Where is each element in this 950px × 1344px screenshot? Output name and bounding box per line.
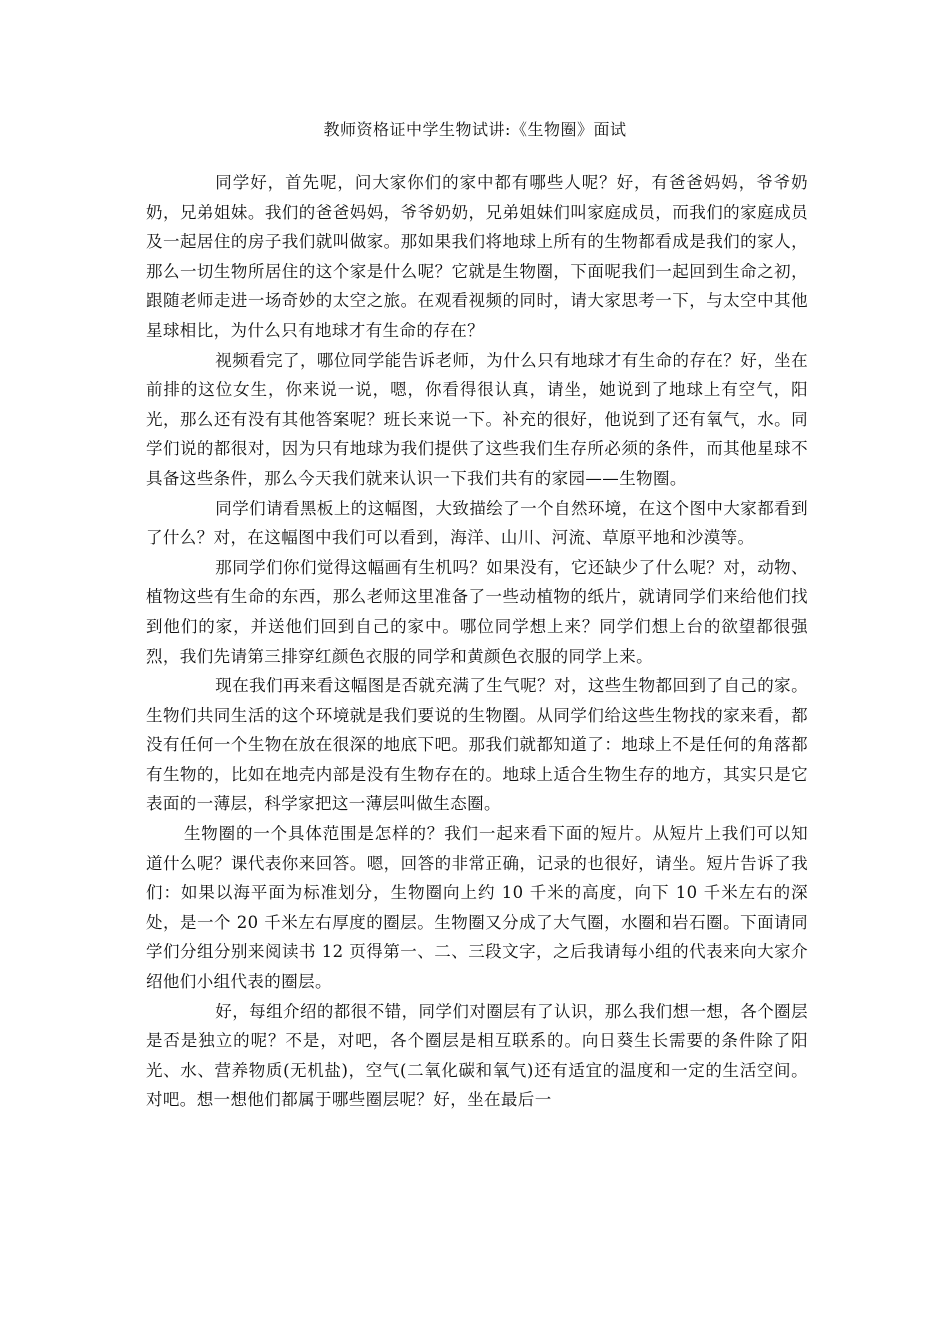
paragraph-2: 视频看完了，哪位同学能告诉老师，为什么只有地球才有生命的存在？好，坐在前排的这位女生，你来说一说，嗯，你看得很认真，请坐，她说到了地球上有空气，阳光，那么还有没有其他答案呢？班长来说一下。补充的很好，他说到了还有氧气，水。同学们说的都很对，因为只有地球为我们提供了这些我们生存所必须的条件，而其他星球不具备这些条件，那么今天我们就来认识一下我们共有的家园——生物圈。 bbox=[146, 350, 808, 488]
document-body bbox=[146, 168, 808, 1115]
paragraph-6: 生物圈的一个具体范围是怎样的？我们一起来看下面的短片。从短片上我们可以知道什么呢？课代表你来回答。嗯，回答的非常正确，记录的也很好，请坐。短片告诉了我们：如果以海平面为标准划分，生物圈向上约 10 千米的高度，向下 10 千米左右的深处，是一个 20 千米左右厚度的圈层。生物圈又分成了大气圈，水圈和岩石圈。下面请同学们分组分别来阅读书 12 页得第一、二、三段文字，之后我请每小组的代表来向大家介绍他们小组代表的圈层。 bbox=[146, 824, 808, 992]
paragraph-7: 好，每组介绍的都很不错，同学们对圈层有了认识，那么我们想一想，各个圈层是否是独立的呢？不是，对吧，各个圈层是相互联系的。向日葵生长需要的条件除了阳光、水、营养物质(无机盐)，空气(二氧化碳和氧气)还有适宜的温度和一定的生活空间。对吧。想一想他们都属于哪些圈层呢？好，坐在最后一 bbox=[146, 1001, 808, 1110]
paragraph-5: 现在我们再来看这幅图是否就充满了生气呢？对，这些生物都回到了自己的家。生物们共同生活的这个环境就是我们要说的生物圈。从同学们给这些生物找的家来看，都没有任何一个生物在放在很深的地底下吧。那我们就都知道了：地球上不是任何的角落都有生物的，比如在地壳内部是没有生物存在的。地球上适合生物生存的地方，其实只是它表面的一薄层，科学家把这一薄层叫做生态圈。 bbox=[146, 676, 808, 814]
paragraph-4: 那同学们你们觉得这幅画有生机吗？如果没有，它还缺少了什么呢？对，动物、植物这些有生命的东西，那么老师这里准备了一些动植物的纸片，就请同学们来给他们找到他们的家，并送他们回到自己的家中。哪位同学想上来？同学们想上台的欲望都很强烈，我们先请第三排穿红颜色衣服的同学和黄颜色衣服的同学上来。 bbox=[146, 557, 808, 666]
paragraph-1: 同学好，首先呢，问大家你们的家中都有哪些人呢？好，有爸爸妈妈，爷爷奶奶，兄弟姐妹。我们的爸爸妈妈，爷爷奶奶，兄弟姐妹们叫家庭成员，而我们的家庭成员及一起居住的房子我们就叫做家。那如果我们将地球上所有的生物都看成是我们的家人，那么一切生物所居住的这个家是什么呢？它就是生物圈，下面呢我们一起回到生命之初，跟随老师走进一场奇妙的太空之旅。在观看视频的同时，请大家思考一下，与太空中其他星球相比，为什么只有地球才有生命的存在？ bbox=[146, 173, 808, 340]
document-title: 教师资格证中学生物试讲:《生物圈》面试 bbox=[323, 120, 627, 139]
paragraph-3: 同学们请看黑板上的这幅图，大致描绘了一个自然环境，在这个图中大家都看到了什么？对，在这幅图中我们可以看到，海洋、山川、河流、草原平地和沙漠等。 bbox=[146, 498, 808, 548]
